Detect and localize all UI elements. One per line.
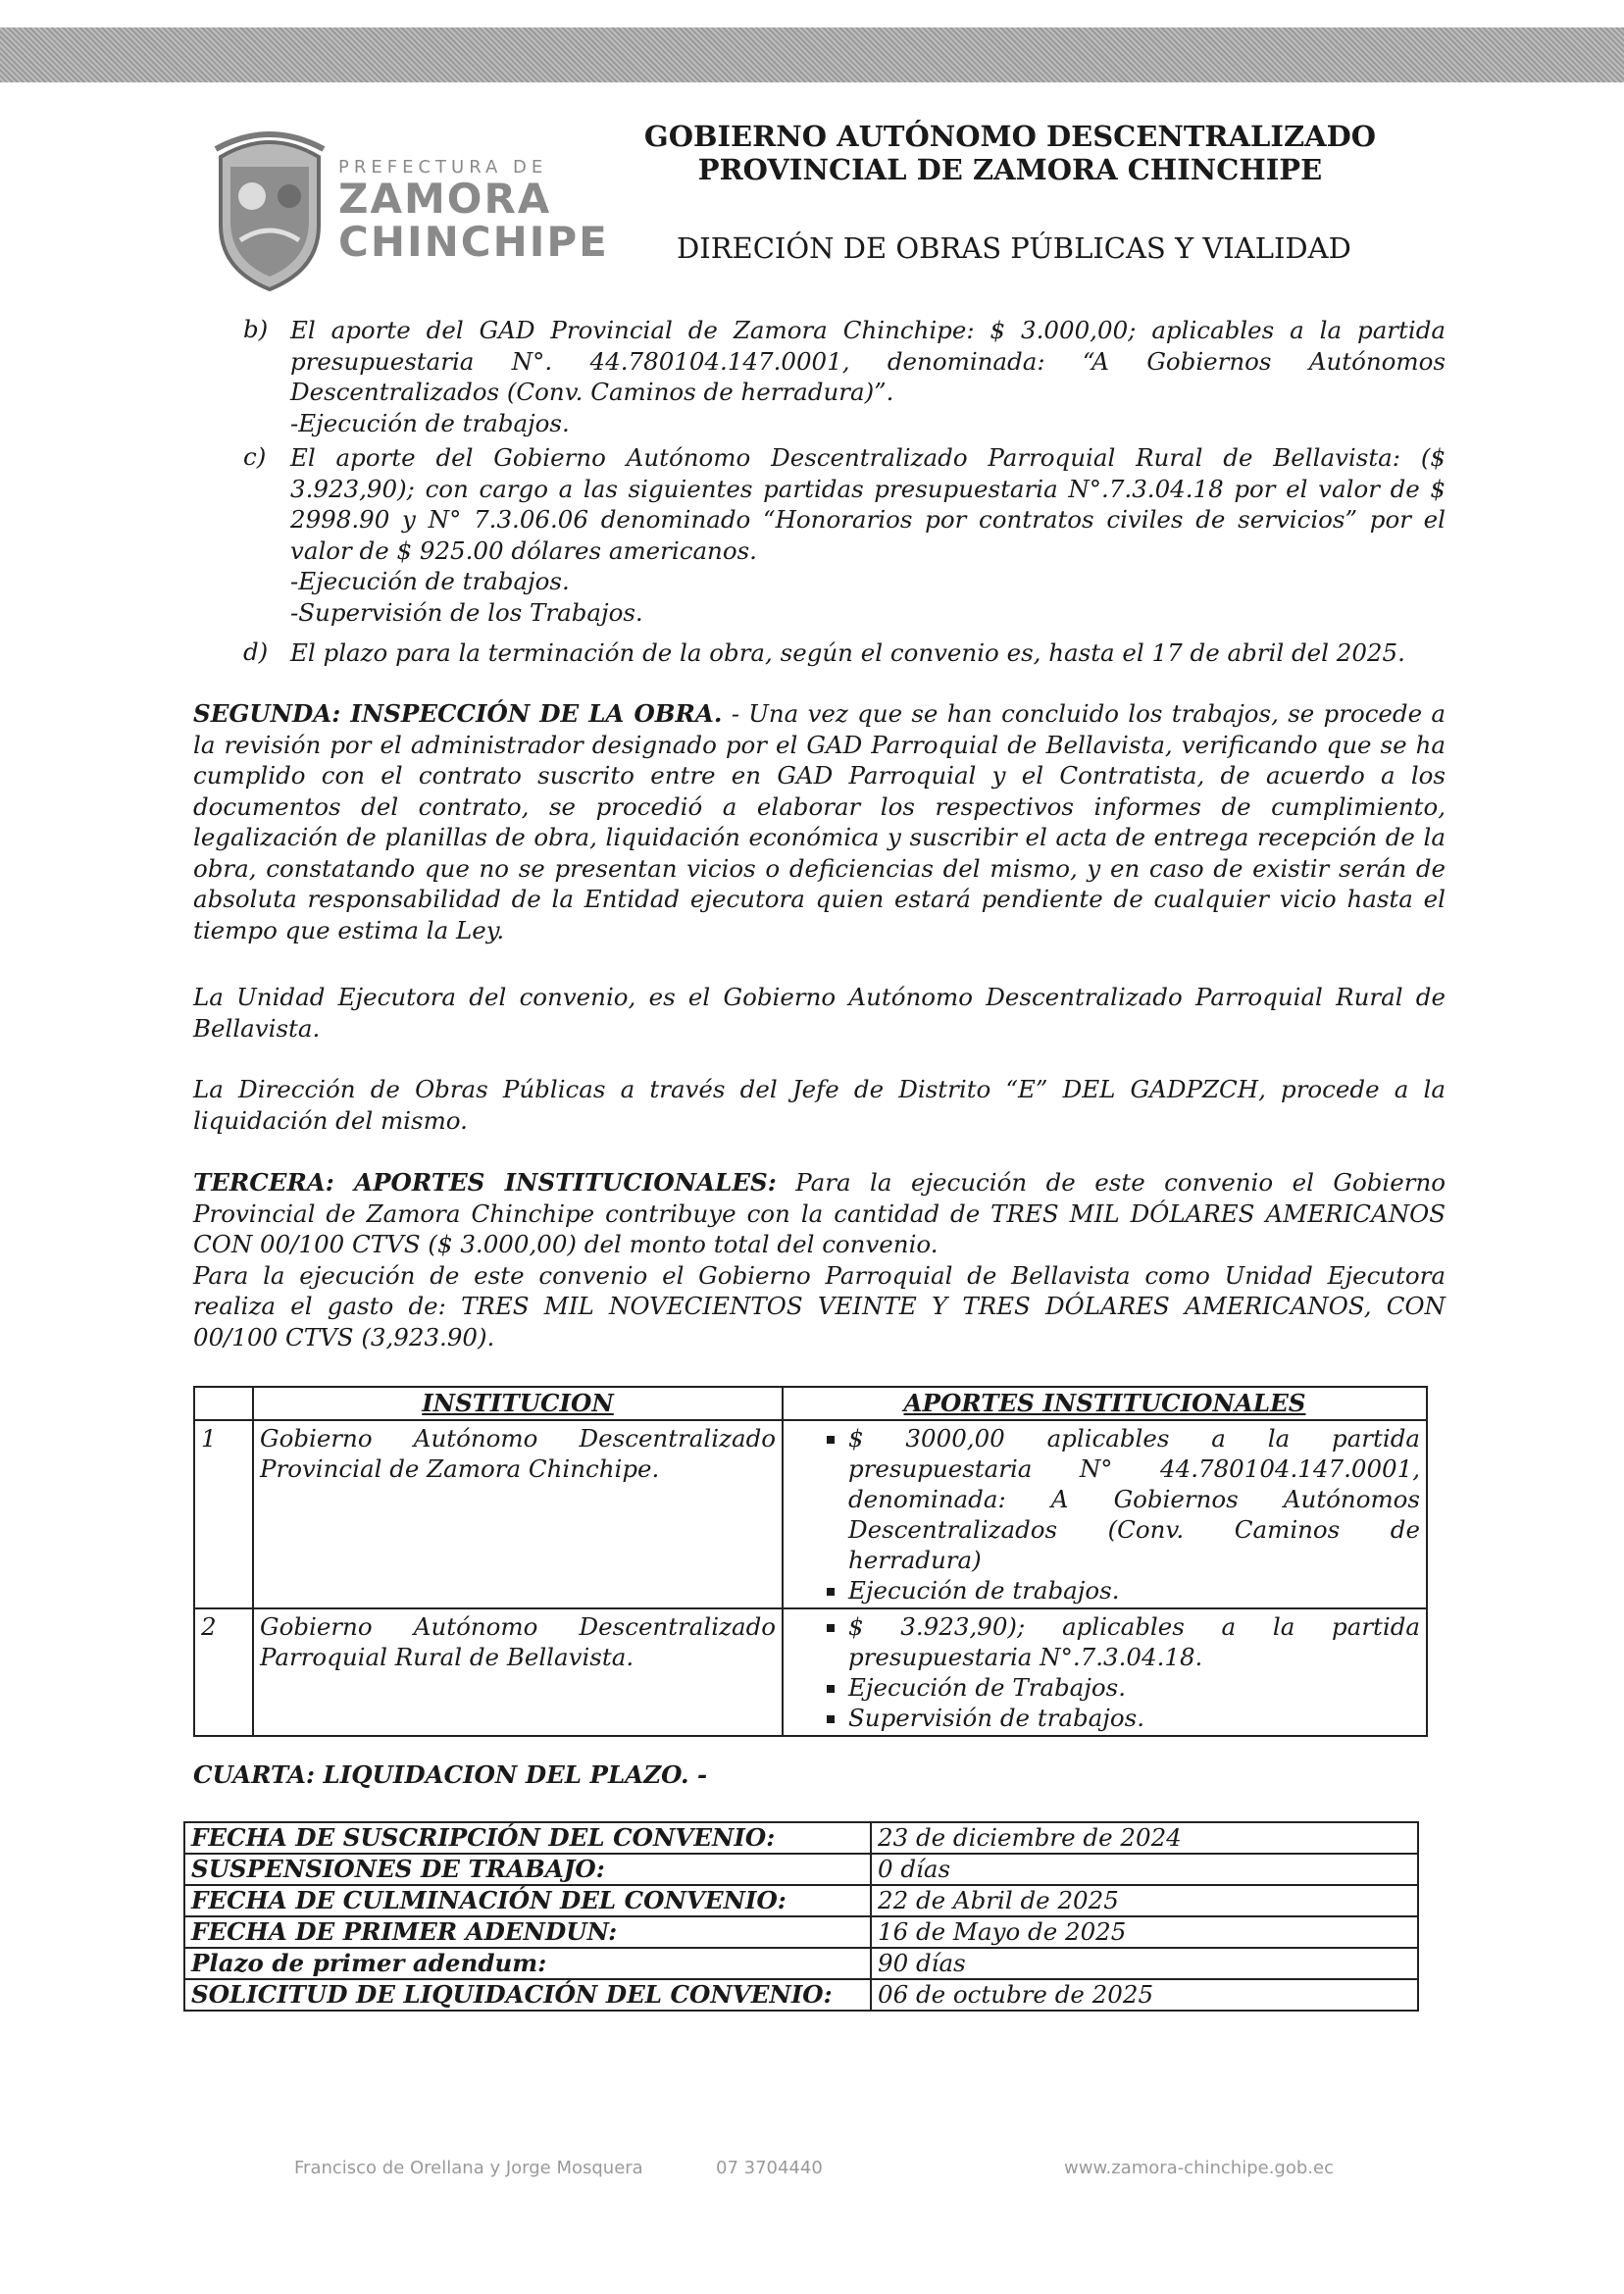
tercera-heading: TERCERA: APORTES INSTITUCIONALES: [193, 1168, 777, 1197]
item-d-text: El plazo para la terminación de la obra, según el convenio es, hasta el 17 de abril del 2025. [290, 638, 1405, 667]
plazo-label: Plazo de primer adendum: [184, 1948, 871, 1979]
item-c-text: El aporte del Gobierno Autónomo Descentralizado Parroquial Rural de Bellavista: ($ 3.923,90); con cargo a las siguientes partidas presupuestaria N°.7.3.04.18 por el valor de $ 2998.90 y N° 7.3.06.06 denominado “Honorarios por contratos civiles de servicios” por el valor de $ 925.00 dólares americanos. [290, 443, 1446, 565]
plazo-value: 16 de Mayo de 2025 [871, 1916, 1418, 1948]
footer-address: Francisco de Orellana y Jorge Mosquera [294, 2158, 643, 2178]
segunda-p2: La Unidad Ejecutora del convenio, es el Gobierno Autónomo Descentralizado Parroquial Rural de Bellavista. [193, 983, 1446, 1043]
scan-top-bar [0, 27, 1624, 82]
row-num: 1 [194, 1420, 253, 1608]
aporte-item: ▪ $ 3000,00 aplicables a la partida presupuestaria N° 44.780104.147.0001, denominada: A Gobiernos Autónomos Descentralizados (Conv. Caminos de herradura) [848, 1423, 1420, 1575]
logo-small-text: PREFECTURA DE [338, 157, 548, 178]
aporte-item: ▪ Ejecución de Trabajos. [848, 1672, 1420, 1703]
logo-line2: CHINCHIPE [338, 218, 609, 266]
item-c-sub1: -Ejecución de trabajos. [290, 567, 570, 595]
table-row [184, 1916, 1418, 1948]
plazo-label: FECHA DE PRIMER ADENDUN: [184, 1916, 871, 1948]
plazo-table [183, 1821, 1419, 2012]
item-b [290, 315, 1446, 438]
plazo-label: FECHA DE SUSCRIPCIÓN DEL CONVENIO: [184, 1822, 871, 1854]
logo-text [338, 157, 609, 264]
segunda-heading: SEGUNDA: INSPECCIÓN DE LA OBRA. [193, 699, 723, 728]
table-row [184, 1854, 1418, 1885]
footer-website: www.zamora-chinchipe.gob.ec [1064, 2158, 1334, 2178]
table-row [184, 1979, 1418, 2011]
table-row [184, 1822, 1418, 1854]
plazo-label: SOLICITUD DE LIQUIDACIÓN DEL CONVENIO: [184, 1979, 871, 2011]
plazo-value: 0 días [871, 1854, 1418, 1885]
tercera-p2: Para la ejecución de este convenio el Gobierno Parroquial de Bellavista como Unidad Ejecutora realiza el gasto de: TRES MIL NOVECIENTOS VEINTE Y TRES DÓLARES AMERICANOS, CON 00/100 CTVS (3,923.90). [193, 1260, 1446, 1351]
table-row [184, 1885, 1418, 1916]
segunda-paragraph [193, 698, 1446, 945]
plazo-value: 90 días [871, 1948, 1418, 1979]
table-header-row [194, 1387, 1427, 1420]
item-b-label: b) [243, 315, 269, 343]
col-aportes: APORTES INSTITUCIONALES [783, 1387, 1427, 1420]
item-b-sub1: -Ejecución de trabajos. [290, 408, 570, 437]
item-c-label: c) [243, 442, 267, 471]
plazo-value: 23 de diciembre de 2024 [871, 1822, 1418, 1854]
plazo-value: 06 de octubre de 2025 [871, 1979, 1418, 2011]
title-line1: GOBIERNO AUTÓNOMO DESCENTRALIZADO [643, 120, 1377, 153]
item-d-label: d) [243, 637, 269, 666]
table-row [194, 1420, 1427, 1608]
aportes-table [193, 1386, 1428, 1737]
aporte-item: ▪ Ejecución de trabajos. [848, 1575, 1420, 1606]
segunda-text: - Una vez que se han concluido los trabajos, se procede a la revisión por el administrador designado por el GAD Parroquial de Bellavista, verificando que se ha cumplido con el contrato suscrito entre en GAD Parroquial y el Contratista, de acuerdo a los documentos del contrato, se procedió a elaborar los respectivos informes de cumplimiento, legalización de planillas de obra, liquidación económica y suscribir el acta de entrega recepción de la obra, constatando que no se presentan vicios o deficiencias del mismo, y en caso de existir serán de absoluta responsabilidad de la Entidad ejecutora quien estará pendiente de cualquier vicio hasta el tiempo que estima la Ley. [193, 699, 1446, 944]
footer-phone: 07 3704440 [716, 2158, 823, 2178]
plazo-value: 22 de Abril de 2025 [871, 1885, 1418, 1916]
col-institucion: INSTITUCION [253, 1387, 783, 1420]
shield-icon [201, 127, 338, 294]
table-row [184, 1948, 1418, 1979]
item-c-sub2: -Supervisión de los Trabajos. [290, 597, 643, 627]
row-institucion: Gobierno Autónomo Descentralizado Provincial de Zamora Chinchipe. [253, 1420, 783, 1608]
tercera-text: Para la ejecución de este convenio el Gobierno Provincial de Zamora Chinchipe contribuye con la cantidad de TRES MIL DÓLARES AMERICANOS CON 00/100 CTVS ($ 3.000,00) del monto total del convenio. [193, 1168, 1446, 1258]
page-title [628, 120, 1393, 186]
plazo-label: FECHA DE CULMINACIÓN DEL CONVENIO: [184, 1885, 871, 1916]
plazo-label: SUSPENSIONES DE TRABAJO: [184, 1854, 871, 1885]
segunda-p3: La Dirección de Obras Públicas a través del Jefe de Distrito “E” DEL GADPZCH, procede a la liquidación del mismo. [193, 1075, 1446, 1135]
page-subtitle: DIRECIÓN DE OBRAS PÚBLICAS Y VIALIDAD [677, 231, 1351, 265]
title-line2: PROVINCIAL DE ZAMORA CHINCHIPE [697, 153, 1323, 186]
row-institucion: Gobierno Autónomo Descentralizado Parroquial Rural de Bellavista. [253, 1608, 783, 1736]
logo-line1: ZAMORA [338, 175, 552, 223]
item-b-text: El aporte del GAD Provincial de Zamora Chinchipe: $ 3.000,00; aplicables a la partida presupuestaria N°. 44.780104.147.0001, denominada: “A Gobiernos Autónomos Descentralizados (Conv. Caminos de herradura)”. [290, 316, 1446, 406]
table-row [194, 1608, 1427, 1736]
row-num: 2 [194, 1608, 253, 1736]
aporte-item: ▪ Supervisión de trabajos. [848, 1703, 1420, 1733]
aporte-item: ▪ $ 3.923,90); aplicables a la partida presupuestaria N°.7.3.04.18. [848, 1611, 1420, 1672]
item-c [290, 442, 1446, 628]
tercera-paragraph [193, 1167, 1446, 1352]
cuarta-heading: CUARTA: LIQUIDACION DEL PLAZO. - [193, 1760, 708, 1789]
